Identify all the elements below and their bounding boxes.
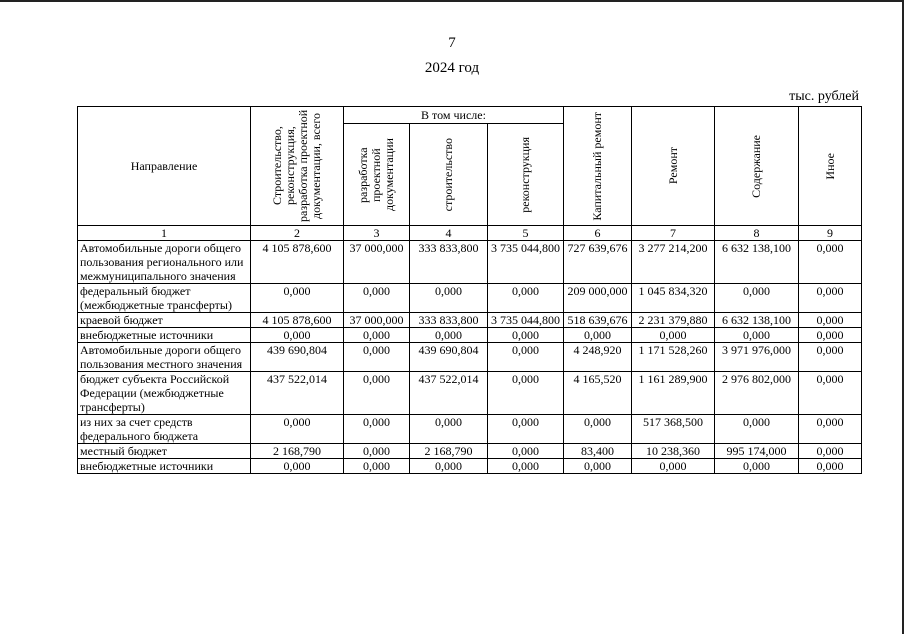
row-label: федеральный бюджет (межбюджетные трансферты): [78, 284, 251, 313]
header-construction: строительство: [410, 124, 488, 226]
row-value: 0,000: [799, 459, 862, 474]
header-reconstruction: реконструкция: [488, 124, 564, 226]
row-value: 517 368,500: [632, 415, 715, 444]
column-number: 3: [344, 226, 410, 241]
header-repair: Ремонт: [632, 107, 715, 226]
row-value: 6 632 138,100: [715, 313, 799, 328]
row-value: 2 231 379,880: [632, 313, 715, 328]
row-value: 0,000: [799, 415, 862, 444]
table-row: [78, 313, 862, 328]
row-value: 0,000: [344, 372, 410, 415]
row-value: 4 165,520: [564, 372, 632, 415]
row-value: 727 639,676: [564, 241, 632, 284]
row-value: 0,000: [715, 284, 799, 313]
row-value: 4 105 878,600: [251, 313, 344, 328]
column-number: 9: [799, 226, 862, 241]
row-value: 0,000: [799, 284, 862, 313]
row-value: 333 833,800: [410, 313, 488, 328]
row-label: Автомобильные дороги общего пользования местного значения: [78, 343, 251, 372]
row-value: 83,400: [564, 444, 632, 459]
year-title: 2024 год: [424, 60, 480, 76]
row-value: 0,000: [344, 415, 410, 444]
row-value: 3 971 976,000: [715, 343, 799, 372]
row-value: 0,000: [799, 328, 862, 343]
row-value: 37 000,000: [344, 241, 410, 284]
row-value: 0,000: [799, 241, 862, 284]
header-row-1: [78, 107, 862, 124]
row-value: 6 632 138,100: [715, 241, 799, 284]
row-value: 0,000: [488, 459, 564, 474]
row-value: 0,000: [715, 415, 799, 444]
table-row: [78, 415, 862, 444]
row-value: 0,000: [488, 328, 564, 343]
row-label: внебюджетные источники: [78, 328, 251, 343]
row-value: 4 248,920: [564, 343, 632, 372]
row-value: 4 105 878,600: [251, 241, 344, 284]
row-value: 0,000: [632, 328, 715, 343]
row-value: 439 690,804: [251, 343, 344, 372]
row-label: из них за счет средств федерального бюджета: [78, 415, 251, 444]
row-value: 0,000: [344, 284, 410, 313]
column-number: 2: [251, 226, 344, 241]
row-value: 0,000: [799, 343, 862, 372]
row-value: 518 639,676: [564, 313, 632, 328]
column-number: 6: [564, 226, 632, 241]
row-value: 0,000: [488, 343, 564, 372]
column-number: 8: [715, 226, 799, 241]
row-value: 0,000: [799, 313, 862, 328]
header-in-total: В том числе:: [344, 107, 564, 124]
row-value: 0,000: [488, 444, 564, 459]
header-capital-repair: Капитальный ремонт: [564, 107, 632, 226]
row-value: 0,000: [251, 459, 344, 474]
column-number-row: [78, 226, 862, 241]
row-value: 0,000: [488, 372, 564, 415]
row-value: 0,000: [344, 343, 410, 372]
row-value: 0,000: [344, 444, 410, 459]
row-value: 995 174,000: [715, 444, 799, 459]
row-label: краевой бюджет: [78, 313, 251, 328]
row-value: 0,000: [251, 284, 344, 313]
row-label: внебюджетные источники: [78, 459, 251, 474]
row-value: 0,000: [564, 415, 632, 444]
row-value: 2 168,790: [410, 444, 488, 459]
row-label: Автомобильные дороги общего пользования регионального или межмуниципального значения: [78, 241, 251, 284]
row-value: 3 735 044,800: [488, 313, 564, 328]
header-design: разработка проектной документации: [344, 124, 410, 226]
row-value: 209 000,000: [564, 284, 632, 313]
column-number: 1: [78, 226, 251, 241]
row-value: 0,000: [410, 415, 488, 444]
table-body: [78, 241, 862, 474]
column-number: 5: [488, 226, 564, 241]
row-value: 0,000: [410, 459, 488, 474]
row-value: 0,000: [251, 415, 344, 444]
row-value: 0,000: [410, 284, 488, 313]
row-value: 0,000: [488, 284, 564, 313]
row-value: 1 045 834,320: [632, 284, 715, 313]
row-value: 3 735 044,800: [488, 241, 564, 284]
row-value: 0,000: [799, 372, 862, 415]
table-row: [78, 328, 862, 343]
header-other: Иное: [799, 107, 862, 226]
row-value: 0,000: [251, 328, 344, 343]
row-value: 0,000: [488, 415, 564, 444]
row-value: 437 522,014: [251, 372, 344, 415]
row-value: 2 168,790: [251, 444, 344, 459]
table-row: [78, 241, 862, 284]
row-value: 3 277 214,200: [632, 241, 715, 284]
units-label: тыс. рублей: [789, 89, 859, 104]
row-label: местный бюджет: [78, 444, 251, 459]
header-maintenance: Содержание: [715, 107, 799, 226]
row-value: 10 238,360: [632, 444, 715, 459]
budget-table: [77, 106, 862, 474]
row-value: 0,000: [344, 328, 410, 343]
column-number: 4: [410, 226, 488, 241]
page-number: 7: [448, 35, 456, 51]
row-value: 437 522,014: [410, 372, 488, 415]
row-label: бюджет субъекта Российской Федерации (межбюджетные трансферты): [78, 372, 251, 415]
table-row: [78, 284, 862, 313]
row-value: 0,000: [564, 328, 632, 343]
row-value: 0,000: [564, 459, 632, 474]
row-value: 0,000: [715, 328, 799, 343]
row-value: 0,000: [715, 459, 799, 474]
row-value: 0,000: [799, 444, 862, 459]
table-row: [78, 459, 862, 474]
column-number: 7: [632, 226, 715, 241]
table-row: [78, 343, 862, 372]
row-value: 37 000,000: [344, 313, 410, 328]
header-direction: Направление: [78, 107, 251, 226]
row-value: 1 161 289,900: [632, 372, 715, 415]
row-value: 2 976 802,000: [715, 372, 799, 415]
row-value: 0,000: [344, 459, 410, 474]
row-value: 439 690,804: [410, 343, 488, 372]
row-value: 0,000: [632, 459, 715, 474]
header-total: Строительство, реконструкция, разработка проектной документации, всего: [251, 107, 344, 226]
row-value: 333 833,800: [410, 241, 488, 284]
table-row: [78, 372, 862, 415]
row-value: 1 171 528,260: [632, 343, 715, 372]
table-row: [78, 444, 862, 459]
scan-border-top: [0, 0, 904, 2]
row-value: 0,000: [410, 328, 488, 343]
